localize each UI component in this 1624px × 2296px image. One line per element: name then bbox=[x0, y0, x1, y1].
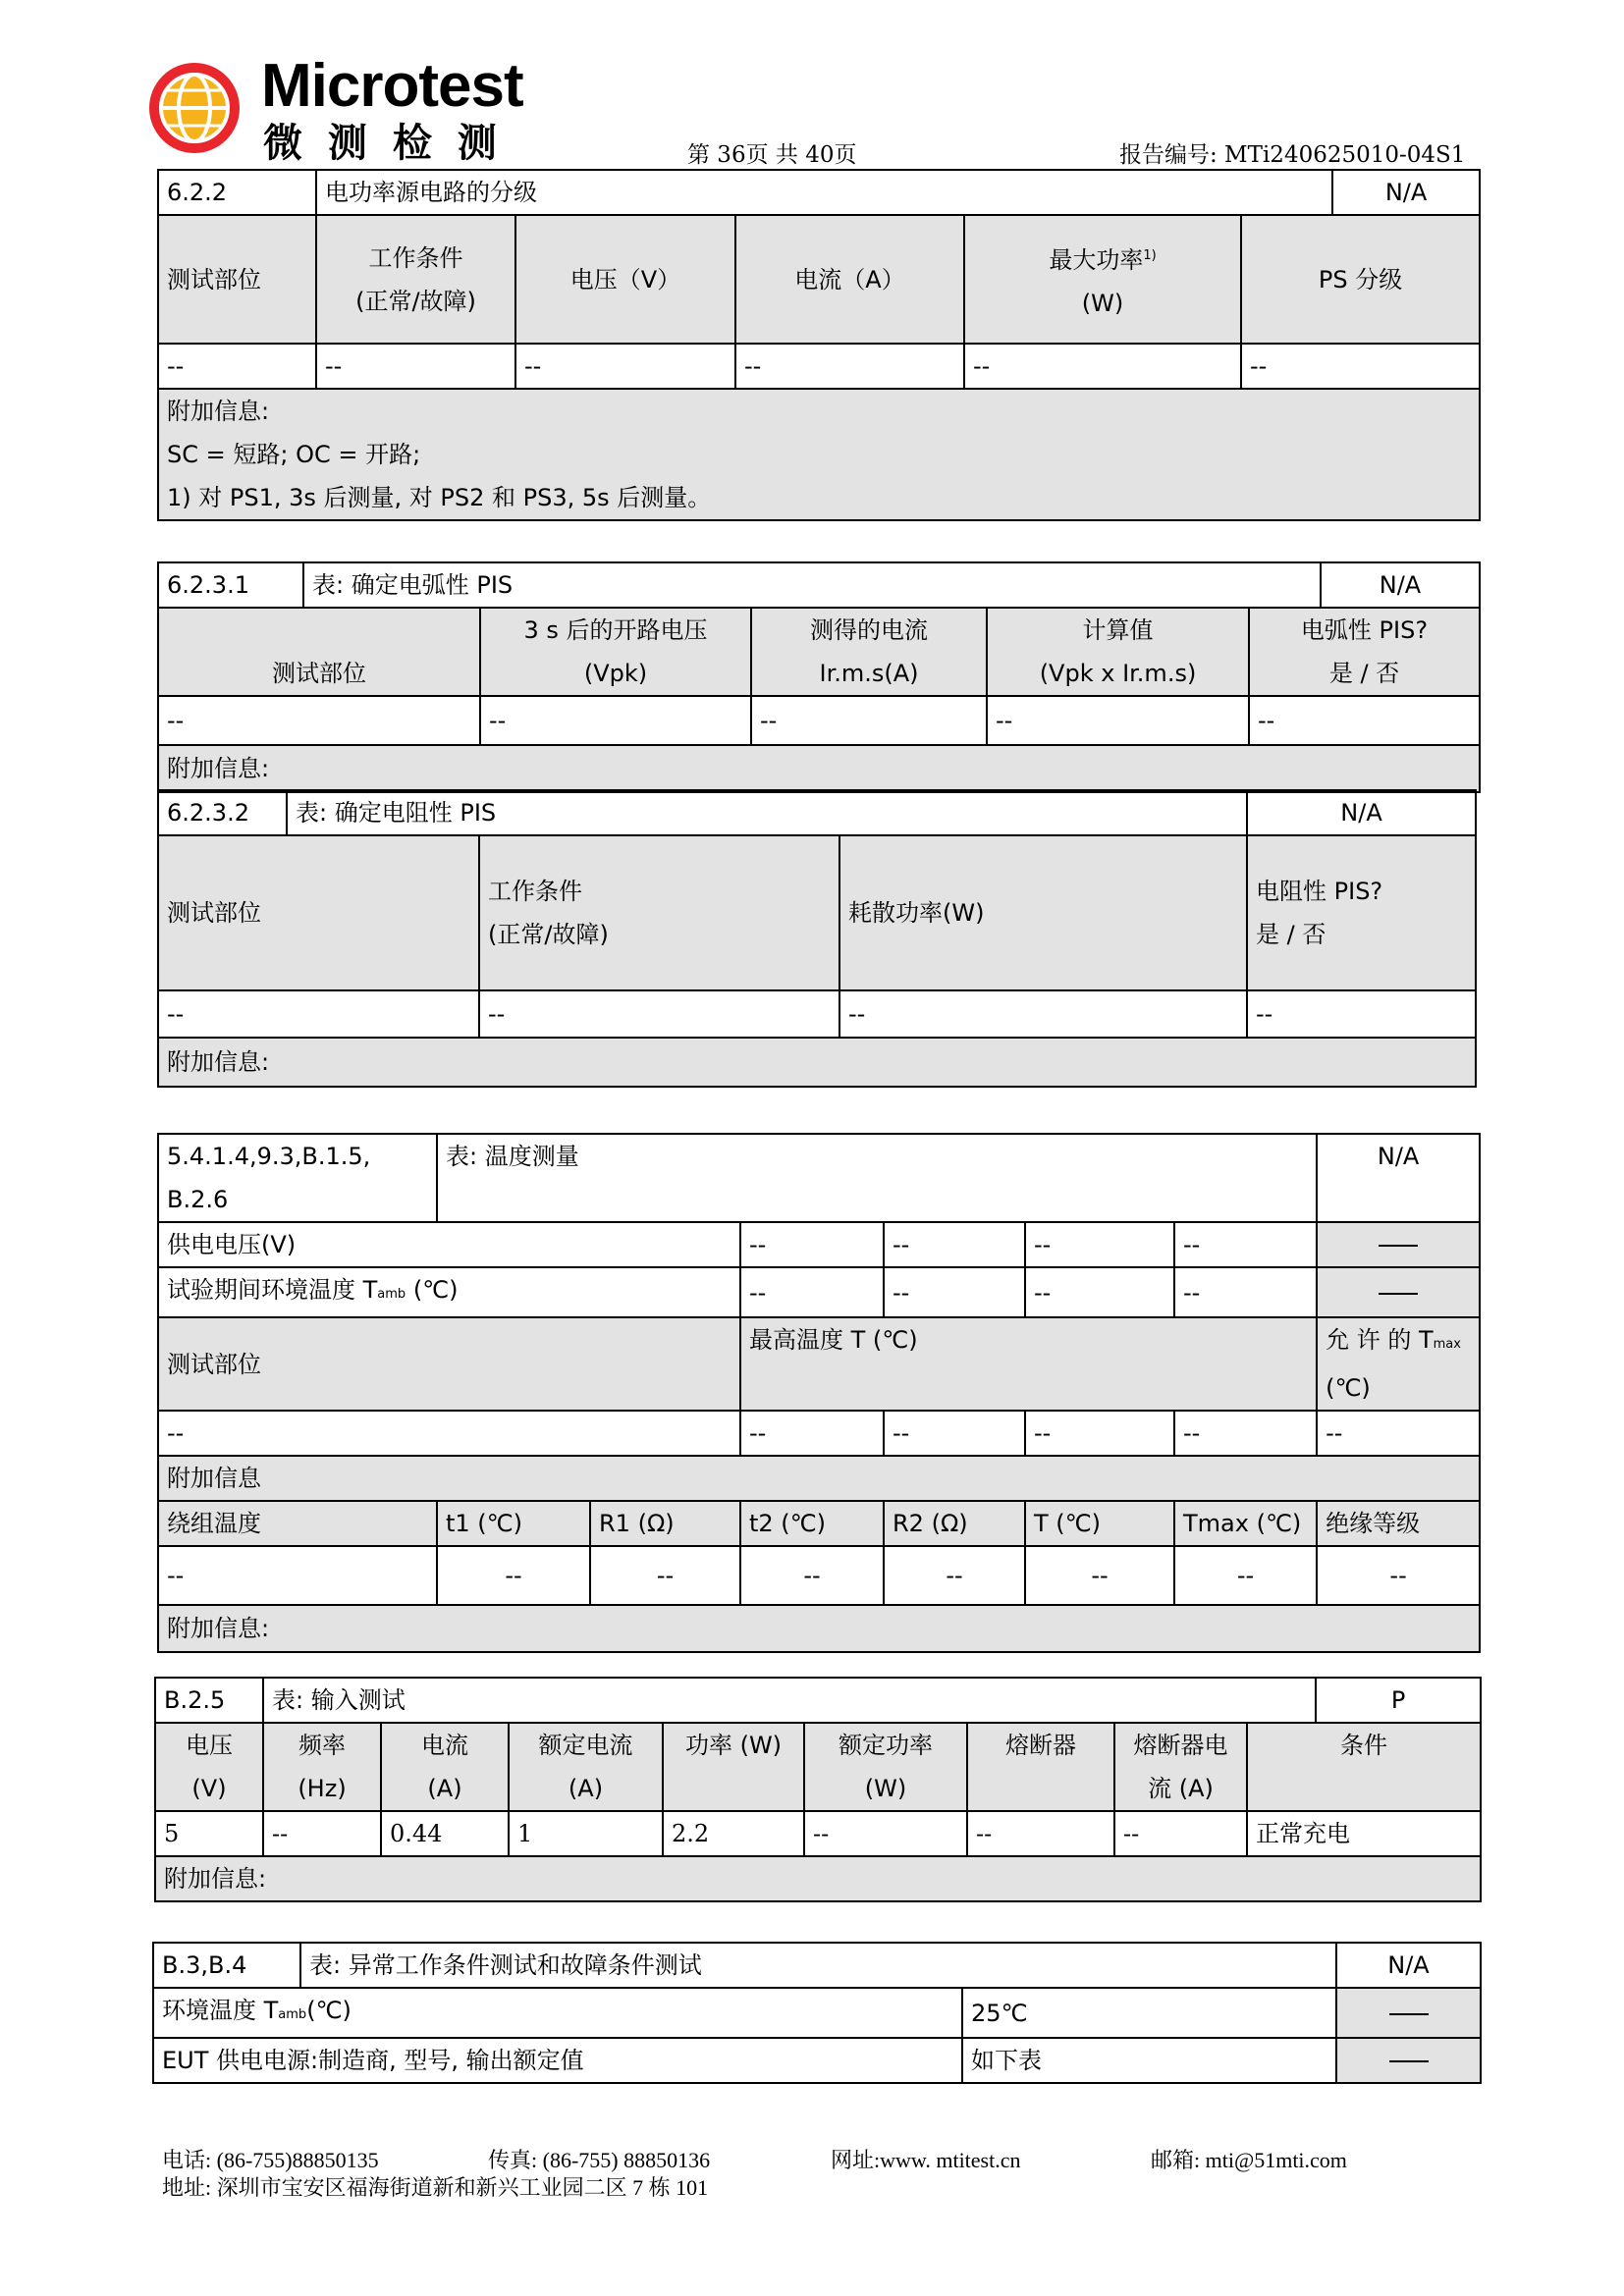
header-current: 电流 (A) bbox=[381, 1723, 509, 1811]
verdict: P bbox=[1316, 1678, 1481, 1723]
clause-number: 6.2.2 bbox=[158, 170, 316, 215]
table-cell: -- bbox=[158, 1546, 437, 1605]
table-cell: -- bbox=[1249, 696, 1480, 745]
footer-address: 地址: 深圳市宝安区福海街道新和新兴工业园二区 7 栋 101 bbox=[162, 2175, 709, 2200]
clause-number: 6.2.3.2 bbox=[158, 790, 287, 835]
header-ps-class: PS 分级 bbox=[1241, 215, 1480, 344]
verdict: N/A bbox=[1332, 170, 1480, 215]
table-cell: -- bbox=[480, 696, 751, 745]
table-cell: -- bbox=[1025, 1222, 1174, 1267]
logo-chinese: 微 测 检 测 bbox=[263, 121, 503, 166]
additional-info: 附加信息: SC = 短路; OC = 开路; 1) 对 PS1, 3s 后测量, 对 PS2 和 PS3, 5s 后测量。 bbox=[158, 389, 1480, 520]
not-applicable-mark bbox=[1317, 1267, 1480, 1317]
additional-info: 附加信息 bbox=[158, 1456, 1480, 1501]
header-condition: 条件 bbox=[1247, 1723, 1481, 1811]
header-test-part: 测试部位 bbox=[158, 1317, 740, 1411]
table-cell: -- bbox=[1025, 1546, 1174, 1605]
table-cell: -- bbox=[964, 344, 1241, 389]
verdict: N/A bbox=[1321, 562, 1480, 608]
header-r2: R2 (Ω) bbox=[884, 1501, 1025, 1546]
header-max-power: 最大功率$^{1)}$ (W) bbox=[964, 215, 1241, 344]
header-condition: 工作条件 (正常/故障) bbox=[479, 835, 839, 990]
verdict: N/A bbox=[1317, 1134, 1480, 1222]
table-abnormal-fault-test bbox=[152, 1942, 1482, 2084]
company-logo bbox=[145, 52, 538, 166]
header-test-part: 测试部位 bbox=[158, 835, 479, 990]
page-number: 第 36页 共 40页 bbox=[687, 142, 857, 168]
additional-info: 附加信息: bbox=[155, 1856, 1481, 1901]
header-arcing-pis: 电弧性 PIS? 是 / 否 bbox=[1249, 608, 1480, 696]
header-fuse: 熔断器 bbox=[967, 1723, 1114, 1811]
table-cell: -- bbox=[987, 696, 1249, 745]
footer-email: 邮箱: mti@51mti.com bbox=[1151, 2148, 1347, 2172]
additional-info: 附加信息: bbox=[158, 1605, 1480, 1652]
table-title: 电功率源电路的分级 bbox=[316, 170, 1332, 215]
winding-temp-label: 绕组温度 bbox=[158, 1501, 437, 1546]
table-cell: -- bbox=[158, 1411, 740, 1456]
header-calculated: 计算值 (Vpk x Ir.m.s) bbox=[987, 608, 1249, 696]
table-resistive-pis bbox=[157, 789, 1477, 1088]
table-cell: 0.44 bbox=[381, 1811, 509, 1856]
clause-number: 5.4.1.4,9.3,B.1.5, B.2.6 bbox=[158, 1134, 437, 1222]
table-cell: -- bbox=[479, 990, 839, 1038]
header-condition: 工作条件 (正常/故障) bbox=[316, 215, 515, 344]
ambient-temp-label: 环境温度 Tamb(℃) bbox=[153, 1988, 962, 2038]
table-power-source-classification bbox=[157, 169, 1481, 521]
header-t2: t2 (℃) bbox=[740, 1501, 884, 1546]
header-voltage: 电压（V） bbox=[515, 215, 735, 344]
header-power: 功率 (W) bbox=[663, 1723, 804, 1811]
additional-info: 附加信息: bbox=[158, 1038, 1476, 1087]
header-voltage: 电压 (V) bbox=[155, 1723, 263, 1811]
supply-voltage-label: 供电电压(V) bbox=[158, 1222, 740, 1267]
header-measured-current: 测得的电流 Ir.m.s(A) bbox=[751, 608, 987, 696]
header-dissipated-power: 耗散功率(W) bbox=[839, 835, 1247, 990]
header-allowed-tmax: 允 许 的 Tmax (℃) bbox=[1317, 1317, 1480, 1411]
logo-wordmark: Microtest bbox=[261, 52, 523, 120]
header-r1: R1 (Ω) bbox=[590, 1501, 740, 1546]
header-rated-current: 额定电流 (A) bbox=[509, 1723, 663, 1811]
table-cell: -- bbox=[884, 1222, 1025, 1267]
table-cell: -- bbox=[967, 1811, 1114, 1856]
table-cell: -- bbox=[1317, 1546, 1480, 1605]
table-cell: -- bbox=[1174, 1546, 1317, 1605]
table-cell: -- bbox=[1317, 1411, 1480, 1456]
not-applicable-mark bbox=[1317, 1222, 1480, 1267]
table-cell: -- bbox=[740, 1267, 884, 1317]
table-cell: -- bbox=[1241, 344, 1480, 389]
table-cell: -- bbox=[590, 1546, 740, 1605]
eut-supply-value: 如下表 bbox=[962, 2038, 1336, 2083]
table-cell: -- bbox=[751, 696, 987, 745]
table-cell: -- bbox=[158, 696, 480, 745]
table-cell: -- bbox=[740, 1222, 884, 1267]
eut-supply-label: EUT 供电电源:制造商, 型号, 输出额定值 bbox=[153, 2038, 962, 2083]
report-number: 报告编号: MTi240625010-04S1 bbox=[1119, 142, 1466, 168]
header-t1: t1 (℃) bbox=[437, 1501, 590, 1546]
header-t: T (℃) bbox=[1025, 1501, 1174, 1546]
not-applicable-mark bbox=[1336, 2038, 1481, 2083]
table-cell: -- bbox=[1025, 1267, 1174, 1317]
ambient-temp-value: 25℃ bbox=[962, 1988, 1336, 2038]
table-arcing-pis bbox=[157, 561, 1481, 793]
table-cell: -- bbox=[158, 344, 316, 389]
not-applicable-mark bbox=[1336, 1988, 1481, 2038]
verdict: N/A bbox=[1336, 1943, 1481, 1988]
additional-info: 附加信息: bbox=[158, 745, 1480, 792]
table-cell: -- bbox=[515, 344, 735, 389]
table-cell: -- bbox=[158, 990, 479, 1038]
table-title: 表: 温度测量 bbox=[437, 1134, 1317, 1222]
table-cell: -- bbox=[437, 1546, 590, 1605]
table-cell: -- bbox=[804, 1811, 967, 1856]
header-tmax: Tmax (℃) bbox=[1174, 1501, 1317, 1546]
verdict: N/A bbox=[1247, 790, 1476, 835]
header-test-part: 测试部位 bbox=[158, 608, 480, 696]
header-frequency: 频率 (Hz) bbox=[263, 1723, 381, 1811]
table-cell: -- bbox=[740, 1546, 884, 1605]
footer-website: 网址:www. mtitest.cn bbox=[831, 2148, 1021, 2172]
table-temperature-measurement bbox=[157, 1133, 1481, 1653]
table-cell: -- bbox=[1174, 1411, 1317, 1456]
table-cell: 5 bbox=[155, 1811, 263, 1856]
header-test-part: 测试部位 bbox=[158, 215, 316, 344]
footer-fax: 传真: (86-755) 88850136 bbox=[488, 2148, 711, 2172]
table-cell: -- bbox=[839, 990, 1247, 1038]
clause-number: B.3,B.4 bbox=[153, 1943, 300, 1988]
table-cell: -- bbox=[735, 344, 964, 389]
header-rated-power: 额定功率 (W) bbox=[804, 1723, 967, 1811]
table-title: 表: 确定电阻性 PIS bbox=[287, 790, 1247, 835]
table-cell: -- bbox=[263, 1811, 381, 1856]
table-cell: -- bbox=[1247, 990, 1476, 1038]
table-title: 表: 输入测试 bbox=[263, 1678, 1316, 1723]
header-fuse-current: 熔断器电 流 (A) bbox=[1114, 1723, 1247, 1811]
footer-tel: 电话: (86-755)88850135 bbox=[162, 2148, 379, 2172]
table-cell: -- bbox=[884, 1411, 1025, 1456]
table-cell: -- bbox=[884, 1546, 1025, 1605]
table-cell: -- bbox=[1114, 1811, 1247, 1856]
table-cell: -- bbox=[1174, 1222, 1317, 1267]
globe-logo-icon bbox=[145, 59, 244, 157]
table-cell: -- bbox=[740, 1411, 884, 1456]
header-open-voltage: 3 s 后的开路电压 (Vpk) bbox=[480, 608, 751, 696]
table-cell: 正常充电 bbox=[1247, 1811, 1481, 1856]
clause-number: 6.2.3.1 bbox=[158, 562, 303, 608]
table-cell: 1 bbox=[509, 1811, 663, 1856]
header-max-temperature: 最高温度 T (℃) bbox=[740, 1317, 1317, 1411]
table-cell: -- bbox=[884, 1267, 1025, 1317]
table-cell: 2.2 bbox=[663, 1811, 804, 1856]
table-cell: -- bbox=[316, 344, 515, 389]
header-current: 电流（A） bbox=[735, 215, 964, 344]
table-input-test bbox=[154, 1677, 1482, 1902]
header-resistive-pis: 电阻性 PIS? 是 / 否 bbox=[1247, 835, 1476, 990]
ambient-temp-label: 试验期间环境温度 Tamb (℃) bbox=[158, 1267, 740, 1317]
table-cell: -- bbox=[1025, 1411, 1174, 1456]
table-cell: -- bbox=[1174, 1267, 1317, 1317]
clause-number: B.2.5 bbox=[155, 1678, 263, 1723]
table-title: 表: 异常工作条件测试和故障条件测试 bbox=[300, 1943, 1336, 1988]
table-title: 表: 确定电弧性 PIS bbox=[303, 562, 1321, 608]
header-insulation-class: 绝缘等级 bbox=[1317, 1501, 1480, 1546]
